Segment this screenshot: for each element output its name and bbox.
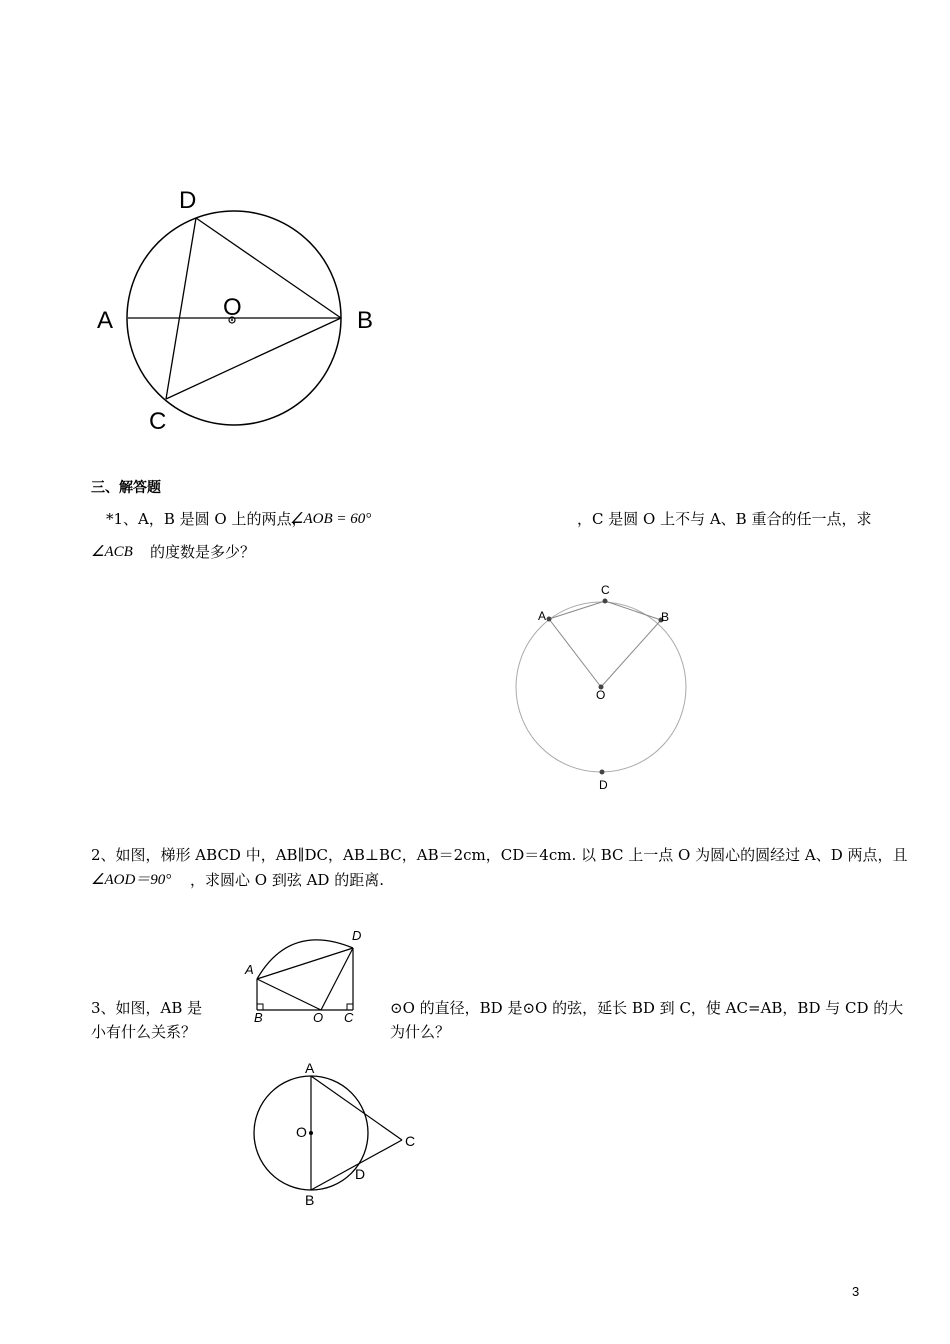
q2-label-a: A	[245, 962, 254, 977]
q1-radius-oa	[549, 619, 601, 687]
q3-segment-bc	[311, 1140, 402, 1190]
q3-line2-right: 为什么？	[390, 1023, 451, 1041]
figure-circle-abcd	[90, 180, 390, 440]
q3-line2-left: 小有什么关系？	[91, 1023, 197, 1041]
q2-label-o: O	[313, 1010, 324, 1024]
q1-angle-acb: ∠ACB	[91, 544, 133, 560]
q2-label-b: B	[254, 1010, 263, 1024]
q1-point-d	[600, 770, 605, 775]
chord-cb	[166, 318, 341, 399]
q3-label-a: A	[305, 1060, 315, 1076]
section-heading: 三、解答题	[91, 480, 161, 496]
q1-label-o: O	[596, 688, 606, 702]
q1-label-c: C	[601, 583, 610, 597]
q3-line1-left: 3、如图，AB 是	[91, 999, 203, 1017]
label-c: C	[149, 408, 167, 435]
q2-side-ad	[257, 948, 353, 979]
q3-line1-right: ⊙O 的直径，BD 是⊙O 的弦，延长 BD 到 C，使 AC=AB，BD 与 CD 的大	[390, 999, 904, 1017]
q1-radius-ob	[601, 620, 661, 687]
q3-label-b: B	[305, 1192, 315, 1208]
q2-line2-end: ，求圆心 O 到弦 AD 的距离.	[190, 871, 384, 889]
q2-angle-aod: ∠AOD＝90°	[91, 872, 172, 888]
q1-angle-aob: ∠AOB = 60°	[290, 511, 372, 527]
figure-q3-circle	[245, 1058, 425, 1213]
q1-line1-end: ，C 是圆 O 上不与 A、B 重合的任一点，求	[577, 510, 872, 528]
label-b: B	[357, 307, 374, 334]
q1-chord-cb	[605, 601, 661, 620]
q3-label-d: D	[355, 1166, 366, 1182]
q2-label-d: D	[352, 928, 362, 943]
page-number: 3	[852, 1284, 860, 1299]
q3-segment-ac	[311, 1076, 402, 1140]
q3-center-dot	[309, 1131, 313, 1135]
figure-q1-circle	[505, 578, 705, 798]
q2-label-c: C	[344, 1010, 354, 1024]
label-a: A	[97, 307, 114, 334]
q1-chord-ac	[549, 601, 605, 619]
figure-q2-trapezoid	[240, 922, 380, 1024]
q3-label-c: C	[405, 1133, 416, 1149]
q1-line2-end: 的度数是多少？	[150, 543, 256, 561]
q1-point-c	[603, 599, 608, 604]
q2-arc-ad	[257, 940, 353, 979]
q1-label-a: A	[538, 609, 547, 623]
q2-line1: 2、如图，梯形 ABCD 中，AB∥DC，AB⊥BC，AB＝2cm，CD＝4cm. 以 BC 上一点 O 为圆心的圆经过 A、D 两点，且	[91, 846, 908, 864]
label-o: O	[223, 294, 242, 321]
q2-segment-ao	[257, 979, 321, 1010]
q1-point-a	[547, 617, 552, 622]
chord-db	[196, 218, 341, 318]
label-d: D	[179, 187, 197, 214]
q1-line1-start: *1、A，B 是圆 O 上的两点，	[106, 510, 307, 528]
chord-dc	[166, 218, 196, 399]
q1-label-d: D	[599, 778, 608, 792]
q1-label-b: B	[661, 610, 670, 624]
q3-label-o: O	[296, 1124, 307, 1140]
